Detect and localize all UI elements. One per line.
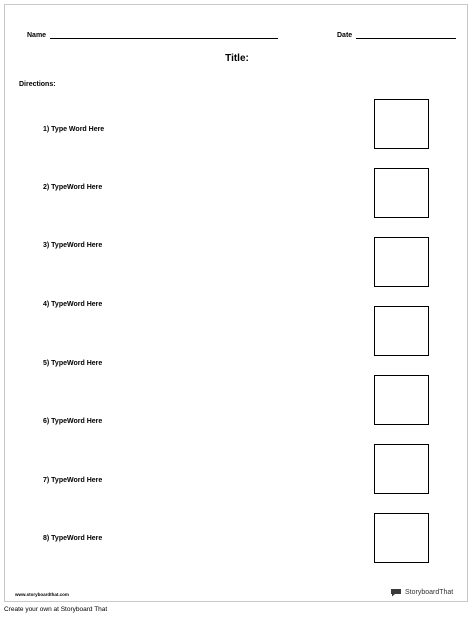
name-label: Name bbox=[27, 32, 47, 39]
item-label-1: 1) Type Word Here bbox=[43, 126, 105, 133]
storyboardthat-logo-icon bbox=[390, 588, 402, 597]
worksheet-title: Title: bbox=[225, 53, 249, 64]
item-label-5: 5) TypeWord Here bbox=[43, 360, 103, 367]
item-label-2: 2) TypeWord Here bbox=[43, 184, 103, 191]
directions-label: Directions: bbox=[19, 81, 56, 88]
name-line bbox=[50, 31, 278, 39]
item-label-8: 8) TypeWord Here bbox=[43, 535, 103, 542]
name-field bbox=[27, 31, 278, 39]
site-url: www.storyboardthat.com bbox=[15, 592, 69, 597]
item-label-3: 3) TypeWord Here bbox=[43, 242, 103, 249]
brand-logo bbox=[390, 588, 453, 597]
date-label: Date bbox=[337, 32, 353, 39]
answer-box-4 bbox=[374, 306, 429, 356]
item-label-4: 4) TypeWord Here bbox=[43, 301, 103, 308]
answer-box-1 bbox=[374, 99, 429, 149]
item-label-7: 7) TypeWord Here bbox=[43, 477, 103, 484]
date-field bbox=[337, 31, 456, 39]
footer-caption: Create your own at Storyboard That bbox=[4, 606, 108, 613]
answer-box-7 bbox=[374, 513, 429, 563]
date-line bbox=[356, 31, 456, 39]
brand-name: StoryboardThat bbox=[405, 589, 454, 596]
answer-box-3 bbox=[374, 237, 429, 287]
worksheet bbox=[4, 4, 468, 602]
answer-box-6 bbox=[374, 444, 429, 494]
item-label-6: 6) TypeWord Here bbox=[43, 418, 103, 425]
answer-box-5 bbox=[374, 375, 429, 425]
answer-box-2 bbox=[374, 168, 429, 218]
